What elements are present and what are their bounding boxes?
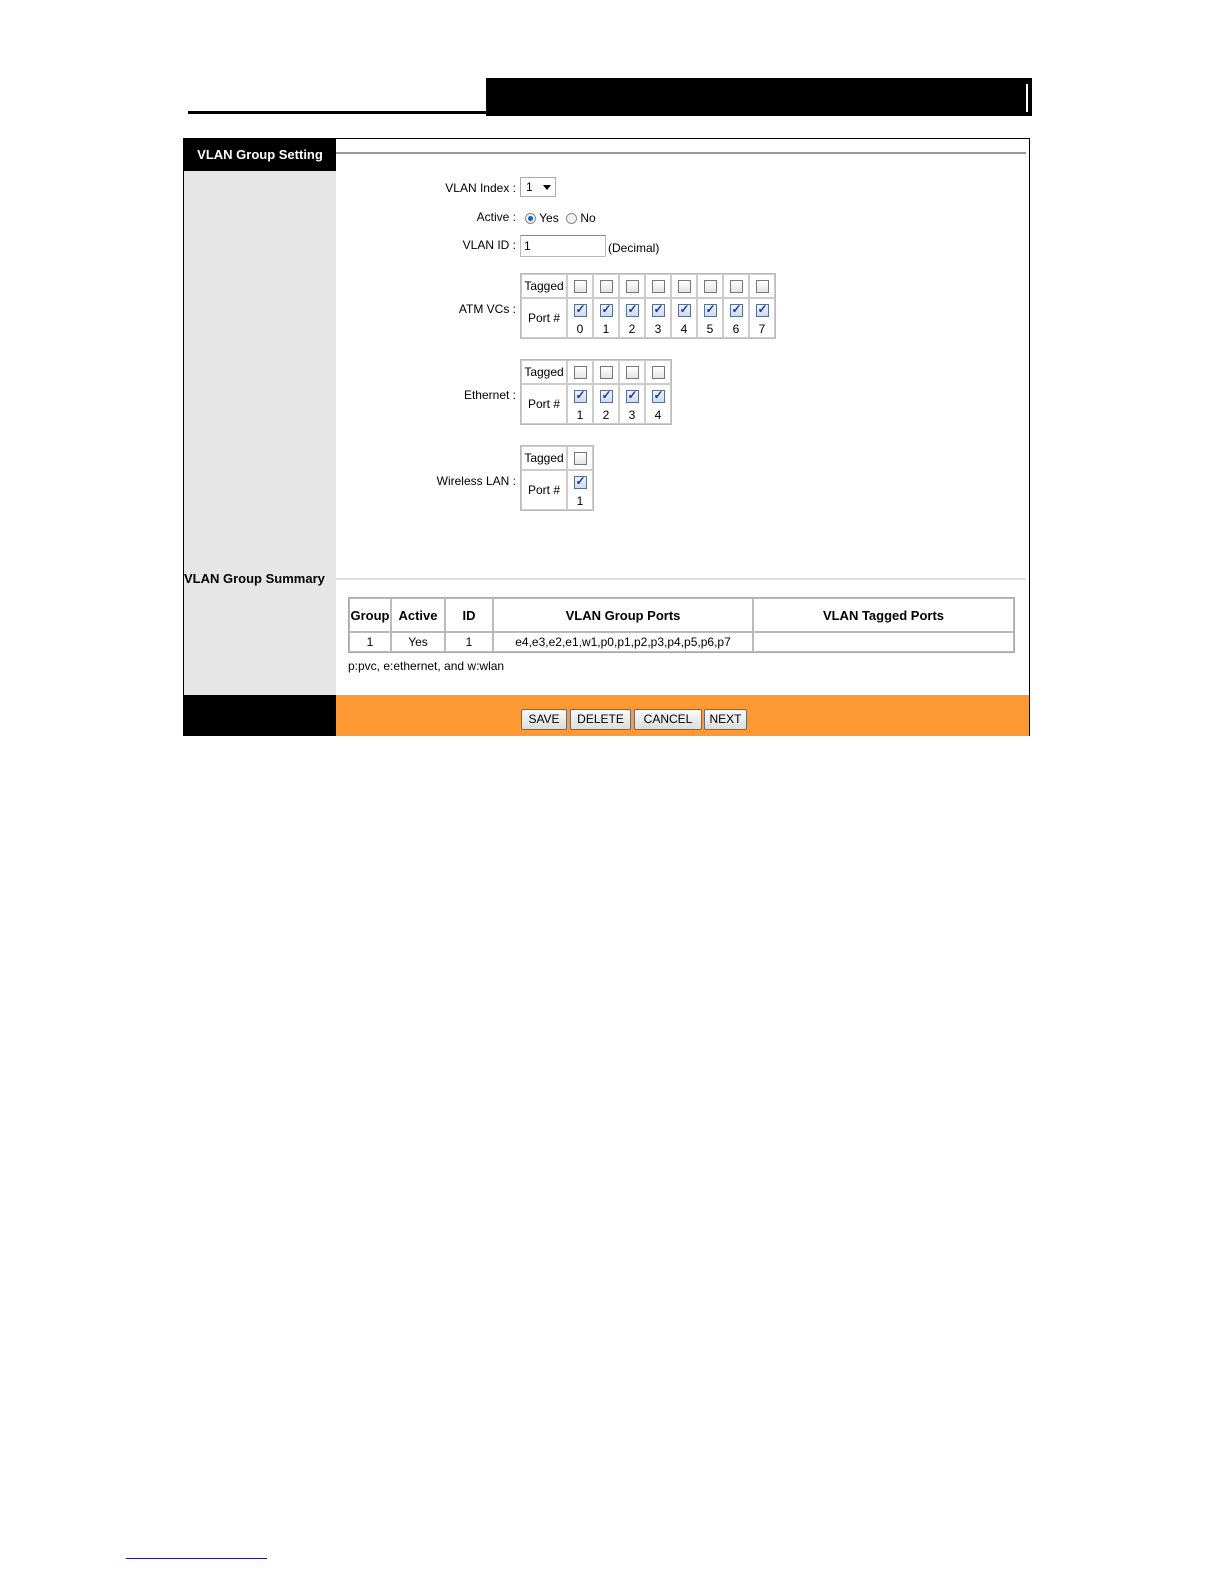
tagged-cell (671, 274, 697, 298)
table-row (349, 632, 1014, 652)
active-no-radio[interactable] (566, 213, 577, 224)
footer-link-underline (126, 1558, 267, 1559)
port-number: 2 (593, 407, 619, 424)
tagged-label: Tagged (521, 360, 567, 384)
tagged-checkbox-ethernet-3[interactable] (626, 366, 639, 379)
port-cell (567, 384, 593, 407)
tagged-checkbox-atm-1[interactable] (600, 280, 613, 293)
save-button[interactable]: SAVE (521, 709, 567, 730)
port-number: 2 (619, 321, 645, 338)
port-checkbox-ethernet-2[interactable] (600, 390, 613, 403)
tagged-cell (567, 360, 593, 384)
port-cell (723, 298, 749, 321)
port-number: 7 (749, 321, 775, 338)
port-cell (749, 298, 775, 321)
tagged-label: Tagged (521, 274, 567, 298)
header-bar (486, 78, 1032, 116)
cell-id: 1 (445, 632, 493, 652)
port-number: 1 (593, 321, 619, 338)
port-number: 4 (645, 407, 671, 424)
vlan-id-label: VLAN ID : (462, 238, 516, 252)
port-cell (567, 470, 593, 493)
port-label: Port # (521, 298, 567, 338)
port-checkbox-ethernet-3[interactable] (626, 390, 639, 403)
port-cell (593, 298, 619, 321)
tagged-cell (723, 274, 749, 298)
next-button[interactable]: NEXT (704, 709, 747, 730)
port-number: 1 (567, 407, 593, 424)
port-checkbox-atm-4[interactable] (678, 304, 691, 317)
atm-vcs-label: ATM VCs : (458, 302, 516, 316)
port-row (521, 384, 671, 407)
port-checkbox-atm-3[interactable] (652, 304, 665, 317)
tagged-cell (567, 274, 593, 298)
port-label: Port # (521, 470, 567, 510)
ethernet-label: Ethernet : (463, 388, 516, 402)
tagged-cell (749, 274, 775, 298)
cancel-button[interactable]: CANCEL (634, 709, 702, 730)
active-yes-label: Yes (539, 211, 559, 225)
active-label: Active : (476, 210, 516, 224)
footer-bar (336, 695, 1029, 736)
header-bar-divider (1026, 84, 1028, 112)
port-number: 0 (567, 321, 593, 338)
port-checkbox-atm-6[interactable] (730, 304, 743, 317)
port-checkbox-wlan-1[interactable] (574, 476, 587, 489)
tagged-cell (619, 274, 645, 298)
header-rule (188, 111, 486, 114)
port-cell (619, 298, 645, 321)
tagged-checkbox-atm-2[interactable] (626, 280, 639, 293)
tagged-checkbox-atm-6[interactable] (730, 280, 743, 293)
tagged-cell (645, 360, 671, 384)
port-cell (567, 298, 593, 321)
atm-vcs-port-table (520, 273, 776, 339)
port-cell (619, 384, 645, 407)
cell-group: 1 (349, 632, 391, 652)
port-cell (645, 384, 671, 407)
col-header-id: ID (445, 598, 493, 632)
tagged-checkbox-atm-5[interactable] (704, 280, 717, 293)
tagged-row (521, 274, 775, 298)
vlan-summary-table (348, 597, 1015, 653)
delete-button[interactable]: DELETE (570, 709, 631, 730)
port-number: 6 (723, 321, 749, 338)
port-cell (645, 298, 671, 321)
port-checkbox-atm-2[interactable] (626, 304, 639, 317)
port-checkbox-atm-5[interactable] (704, 304, 717, 317)
col-header-group-ports: VLAN Group Ports (493, 598, 753, 632)
vlan-index-select[interactable] (520, 177, 556, 197)
tagged-checkbox-atm-4[interactable] (678, 280, 691, 293)
active-yes-radio[interactable] (525, 213, 536, 224)
port-number: 4 (671, 321, 697, 338)
vlan-group-panel (183, 138, 1030, 736)
port-row (521, 298, 775, 321)
left-column (184, 139, 336, 695)
section-title: VLAN Group Setting (184, 139, 336, 171)
port-cell (593, 384, 619, 407)
tagged-cell (697, 274, 723, 298)
port-number: 1 (567, 493, 593, 510)
port-number: 5 (697, 321, 723, 338)
port-checkbox-ethernet-1[interactable] (574, 390, 587, 403)
port-checkbox-atm-0[interactable] (574, 304, 587, 317)
port-checkbox-atm-7[interactable] (756, 304, 769, 317)
tagged-cell (645, 274, 671, 298)
cell-group-ports: e4,e3,e2,e1,w1,p0,p1,p2,p3,p4,p5,p6,p7 (493, 632, 753, 652)
vlan-id-input[interactable]: 1 (520, 235, 606, 257)
tagged-row (521, 446, 593, 470)
port-row (521, 470, 593, 493)
ethernet-port-table (520, 359, 672, 425)
tagged-checkbox-ethernet-1[interactable] (574, 366, 587, 379)
tagged-cell (593, 274, 619, 298)
wireless-lan-port-table (520, 445, 594, 511)
col-header-active: Active (391, 598, 445, 632)
tagged-checkbox-ethernet-4[interactable] (652, 366, 665, 379)
port-checkbox-ethernet-4[interactable] (652, 390, 665, 403)
summary-header-row (349, 598, 1014, 632)
cell-active: Yes (391, 632, 445, 652)
wireless-lan-label: Wireless LAN : (436, 474, 516, 488)
vlan-index-value: 1 (526, 180, 533, 194)
tagged-cell (567, 446, 593, 470)
vlan-index-label: VLAN Index : (445, 181, 516, 195)
col-header-tagged-ports: VLAN Tagged Ports (753, 598, 1014, 632)
cell-tagged-ports (753, 632, 1014, 652)
summary-legend: p:pvc, e:ethernet, and w:wlan (348, 659, 505, 673)
tagged-label: Tagged (521, 446, 567, 470)
port-number: 3 (645, 321, 671, 338)
tagged-cell (593, 360, 619, 384)
vlan-id-hint: (Decimal) (608, 241, 660, 255)
port-cell (671, 298, 697, 321)
tagged-checkbox-atm-7[interactable] (756, 280, 769, 293)
tagged-checkbox-atm-0[interactable] (574, 280, 587, 293)
port-checkbox-atm-1[interactable] (600, 304, 613, 317)
active-no-label: No (580, 211, 596, 225)
port-number: 3 (619, 407, 645, 424)
tagged-checkbox-atm-3[interactable] (652, 280, 665, 293)
port-cell (697, 298, 723, 321)
tagged-checkbox-wlan-1[interactable] (574, 452, 587, 465)
footer-left (184, 695, 336, 736)
tagged-row (521, 360, 671, 384)
tagged-cell (619, 360, 645, 384)
title-divider (336, 152, 1026, 154)
chevron-down-icon (543, 185, 551, 190)
col-header-group: Group (349, 598, 391, 632)
tagged-checkbox-ethernet-2[interactable] (600, 366, 613, 379)
port-label: Port # (521, 384, 567, 424)
summary-title: VLAN Group Summary (184, 571, 325, 586)
summary-divider (336, 578, 1026, 580)
active-radio-group (525, 211, 596, 225)
